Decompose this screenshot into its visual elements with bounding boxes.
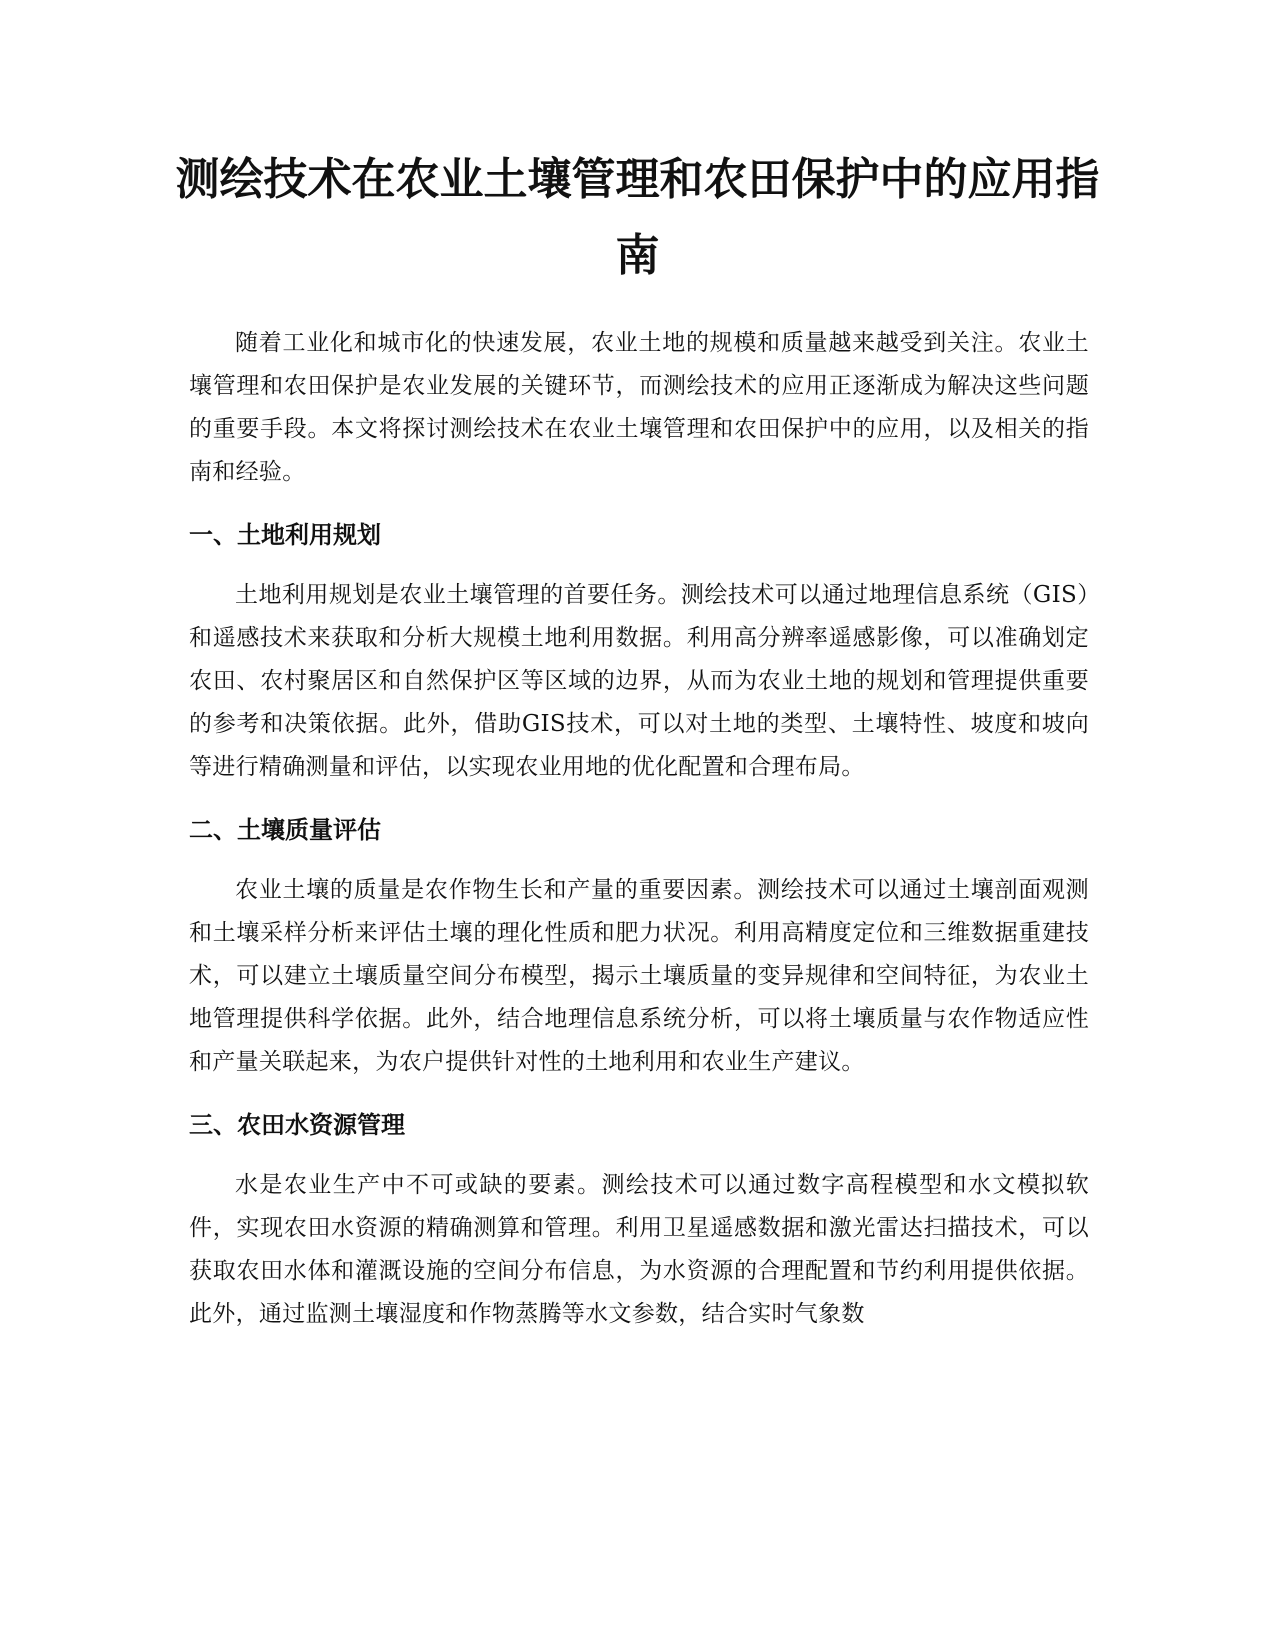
- intro-paragraph: 随着工业化和城市化的快速发展，农业土地的规模和质量越来越受到关注。农业土壤管理和农田保护是农业发展的关键环节，而测绘技术的应用正逐渐成为解决这些问题的重要手段。本文将探讨测绘技术在农业土壤管理和农田保护中的应用，以及相关的指南和经验。: [189, 330, 1089, 485]
- section-body-land-use: 土地利用规划是农业土壤管理的首要任务。测绘技术可以通过地理信息系统（GIS）和遥感技术来获取和分析大规模土地利用数据。利用高分辨率遥感影像，可以准确划定农田、农村聚居区和自然保护区等区域的边界，从而为农业土地的规划和管理提供重要的参考和决策依据。此外，借助GIS技术，可以对土地的类型、土壤特性、坡度和坡向等进行精确测量和评估，以实现农业用地的优化配置和合理布局。: [189, 582, 1089, 780]
- section-heading-water-resources: 三、农田水资源管理: [189, 1111, 405, 1139]
- section-heading-land-use: 一、土地利用规划: [189, 521, 381, 549]
- document-title: 测绘技术在农业土壤管理和农田保护中的应用指南: [175, 154, 1100, 281]
- section-heading-soil-quality: 二、土壤质量评估: [189, 816, 381, 844]
- section-body-soil-quality: 农业土壤的质量是农作物生长和产量的重要因素。测绘技术可以通过土壤剖面观测和土壤采样分析来评估土壤的理化性质和肥力状况。利用高精度定位和三维数据重建技术，可以建立土壤质量空间分布模型，揭示土壤质量的变异规律和空间特征，为农业土地管理提供科学依据。此外，结合地理信息系统分析，可以将土壤质量与农作物适应性和产量关联起来，为农户提供针对性的土地利用和农业生产建议。: [189, 877, 1089, 1075]
- document-body: [189, 322, 1089, 1336]
- section-body-water-resources: 水是农业生产中不可或缺的要素。测绘技术可以通过数字高程模型和水文模拟软件，实现农田水资源的精确测算和管理。利用卫星遥感数据和激光雷达扫描技术，可以获取农田水体和灌溉设施的空间分布信息，为水资源的合理配置和节约利用提供依据。此外，通过监测土壤湿度和作物蒸腾等水文参数，结合实时气象数: [189, 1172, 1089, 1327]
